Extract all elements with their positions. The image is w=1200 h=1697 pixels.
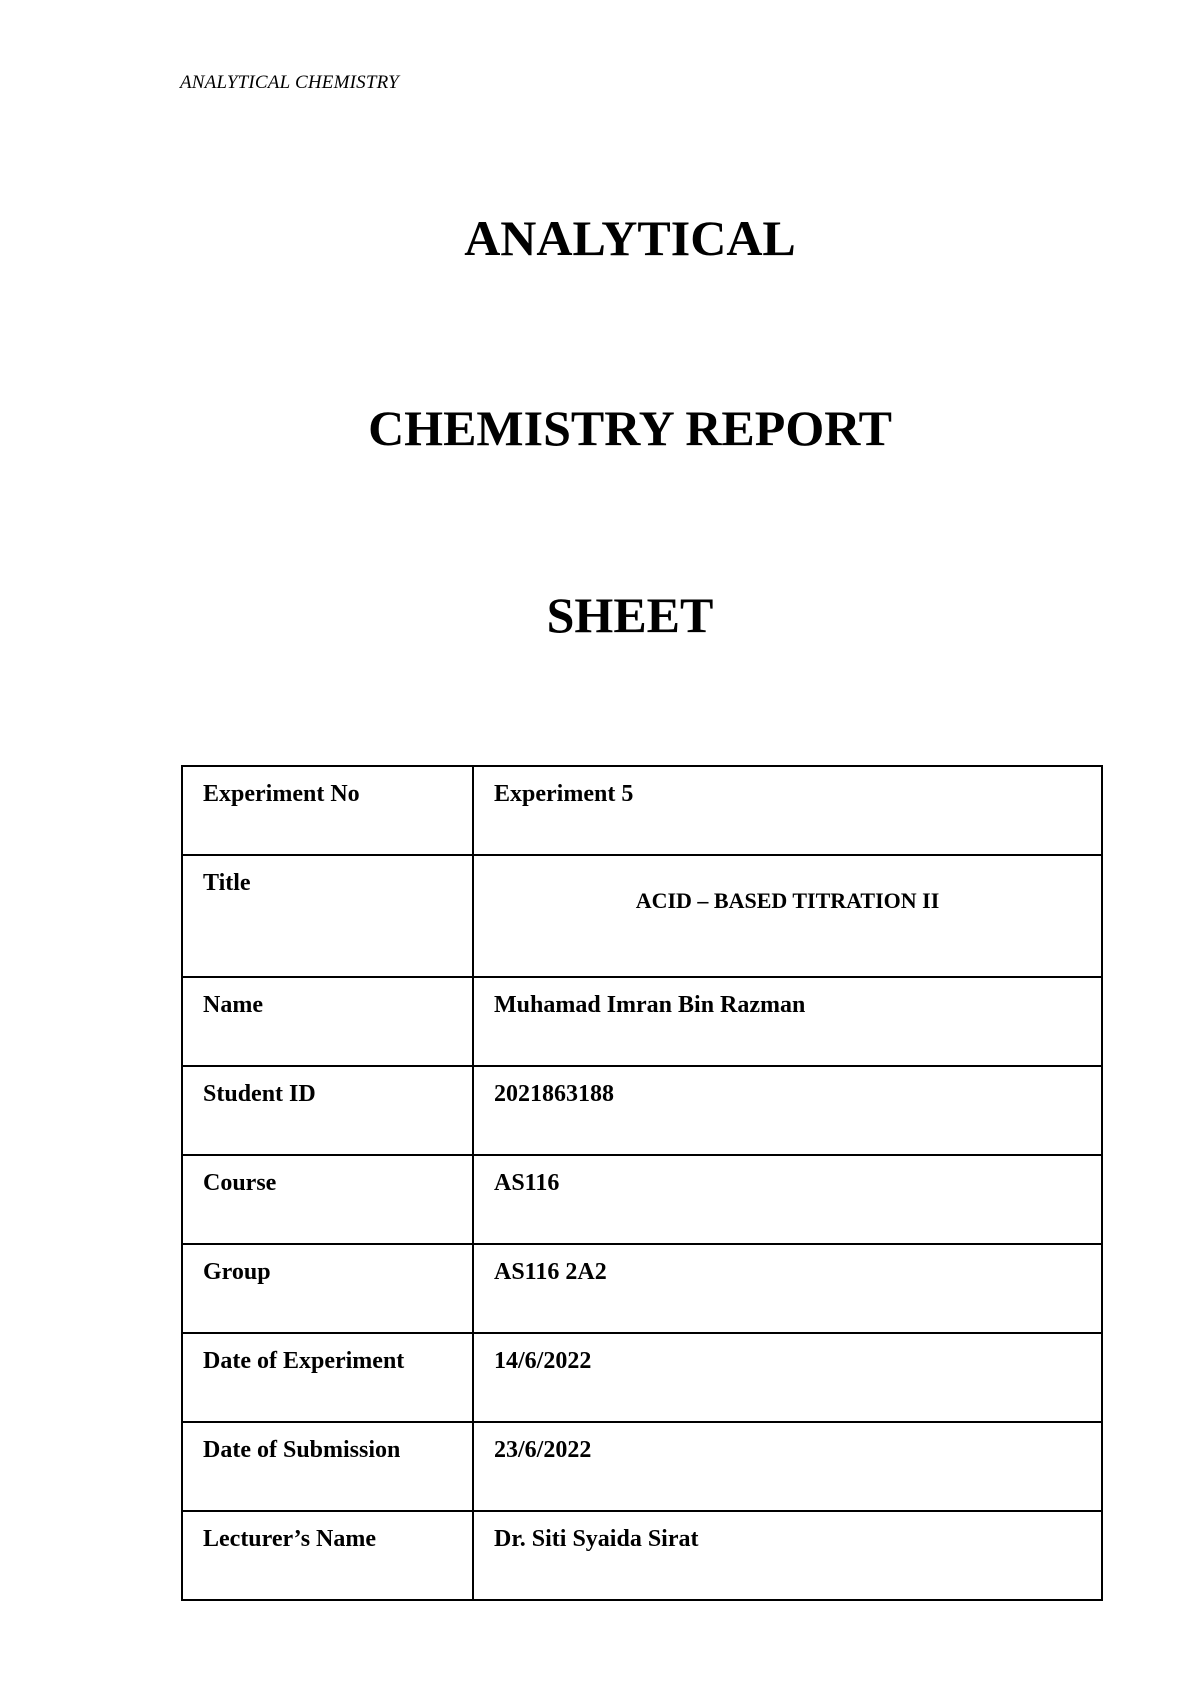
table-row-lecturer-name	[182, 1511, 1102, 1600]
report-info-table	[181, 765, 1103, 1601]
group-label: Group	[182, 1244, 473, 1333]
table-row-name	[182, 977, 1102, 1066]
course-label: Course	[182, 1155, 473, 1244]
report-title-line-2: CHEMISTRY REPORT	[368, 400, 892, 456]
running-header: ANALYTICAL CHEMISTRY	[180, 72, 399, 93]
table-row-student-id	[182, 1066, 1102, 1155]
report-title-line-3: SHEET	[546, 587, 714, 643]
course-value: AS116	[473, 1155, 1102, 1244]
table-row-experiment-no	[182, 766, 1102, 855]
name-label: Name	[182, 977, 473, 1066]
table-row-date-of-submission	[182, 1422, 1102, 1511]
table-row-date-of-experiment	[182, 1333, 1102, 1422]
student-id-label: Student ID	[182, 1066, 473, 1155]
title-label: Title	[182, 855, 473, 977]
date-of-submission-value: 23/6/2022	[473, 1422, 1102, 1511]
table-row-group	[182, 1244, 1102, 1333]
experiment-no-label: Experiment No	[182, 766, 473, 855]
experiment-no-value: Experiment 5	[473, 766, 1102, 855]
date-of-experiment-value: 14/6/2022	[473, 1333, 1102, 1422]
table-row-title	[182, 855, 1102, 977]
table-row-course	[182, 1155, 1102, 1244]
date-of-submission-label: Date of Submission	[182, 1422, 473, 1511]
date-of-experiment-label: Date of Experiment	[182, 1333, 473, 1422]
title-value-cell	[473, 855, 1102, 977]
title-value: ACID – BASED TITRATION II	[635, 888, 940, 913]
group-value: AS116 2A2	[473, 1244, 1102, 1333]
lecturer-name-value: Dr. Siti Syaida Sirat	[473, 1511, 1102, 1600]
lecturer-name-label: Lecturer’s Name	[182, 1511, 473, 1600]
name-value: Muhamad Imran Bin Razman	[473, 977, 1102, 1066]
report-title-line-1: ANALYTICAL	[464, 210, 796, 266]
student-id-value: 2021863188	[473, 1066, 1102, 1155]
